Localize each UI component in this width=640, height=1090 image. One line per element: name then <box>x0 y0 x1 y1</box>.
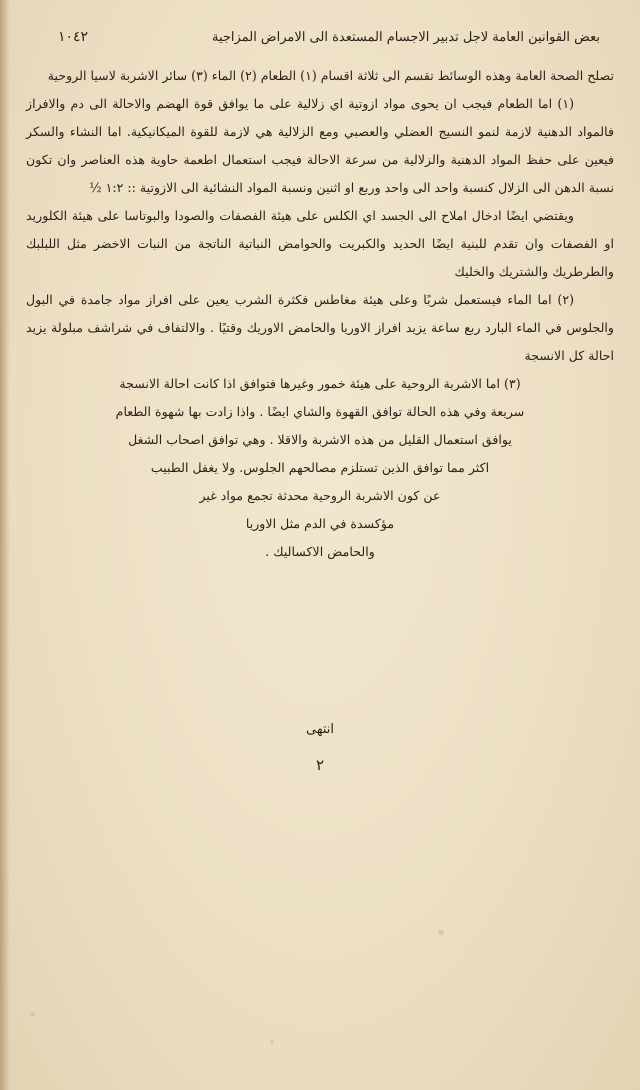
paper-spot <box>30 1012 35 1017</box>
paper-spot <box>438 930 444 935</box>
closing-line: مؤكسدة في الدم مثل الاوريا <box>245 516 395 531</box>
closing-line: عن كون الاشربة الروحية محدثة تجمع مواد غير <box>199 488 441 503</box>
closing-line: يوافق استعمال القليل من هذه الاشربة والاقلا . وهي توافق اصحاب الشغل <box>128 432 512 447</box>
paragraph-salts: ويقتضي ايضًا ادخال املاح الى الجسد اي الكلس على هيئة الفصفات والصودا والبوتاسا على هيئة الكلوريد او الفصفات وان تقدم للبنية ايضًا الحديد والكبريت والحوامض النباتية الناتجة من النبات الاخضر مثل اللبلبك والطرطريك والشتريك والخليك <box>26 208 614 279</box>
paragraph-water: (٢) اما الماء فيستعمل شربًا وعلى هيئة مغاطس فكثرة الشرب يعين على افراز مواد جامدة في البول والجلوس في الماء البارد ربع ساعة يزيد افراز الاوريا والحامض الاوريك وقتيًا . والالتفاف في شراشف مبلولة يزيد احالة كل الانسجة <box>26 292 614 363</box>
closing-line: اكثر مما توافق الذين تستلزم مصالحهم الجلوس. ولا يغفل الطبيب <box>150 460 490 475</box>
paragraph-food: (١) اما الطعام فيجب ان يحوى مواد ازوتية اي زلالية على ما يوافق قوة الهضم والاحالة الى دم والافراز فالمواد الدهنية لازمة لنمو النسيج العضلي والعصبي ومع الزلالية هي لازمة للقوة الميكانيكية. اما النشاء والسكر فيعين على حفظ المواد الدهنية والزلالية من سرعة الاحالة فيجب استعمال اطعمة حاوية هذه العناصر وان تكون نسبة الدهن الى الزلال كنسبة واحد الى واحد وربع او اثنين ونسبة المواد النشائية الى الازوتية :: ١:٢ ½ <box>26 96 614 195</box>
closing-line: سريعة وفي هذه الحالة توافق القهوة والشاي ايضًا . واذا زادت بها شهوة الطعام <box>115 404 525 419</box>
finis-word: انتهى <box>306 722 334 737</box>
closing-paragraph-spirits <box>26 370 614 566</box>
body-text <box>26 62 614 566</box>
signature-mark: ٢ <box>315 756 325 774</box>
paragraph-intro: تصلح الصحة العامة وهذه الوسائط تقسم الى ثلاثة اقسام (١) الطعام (٢) الماء (٣) سائر الاشربة لاسيا الروحية <box>47 68 614 83</box>
page-edge-shadow <box>0 0 10 1090</box>
closing-line: والحامض الاكساليك . <box>265 544 375 559</box>
closing-line: (٣) اما الاشربة الروحية على هيئة خمور وغيرها فتوافق اذا كانت احالة الانسجة <box>119 376 521 391</box>
page-number: ١٠٤٢ <box>58 29 89 45</box>
page-header <box>58 26 600 48</box>
paper-spot <box>270 1040 274 1044</box>
running-title: بعض القوانين العامة لاجل تدبير الاجسام المستعدة الى الامراض المزاجية <box>212 29 600 45</box>
